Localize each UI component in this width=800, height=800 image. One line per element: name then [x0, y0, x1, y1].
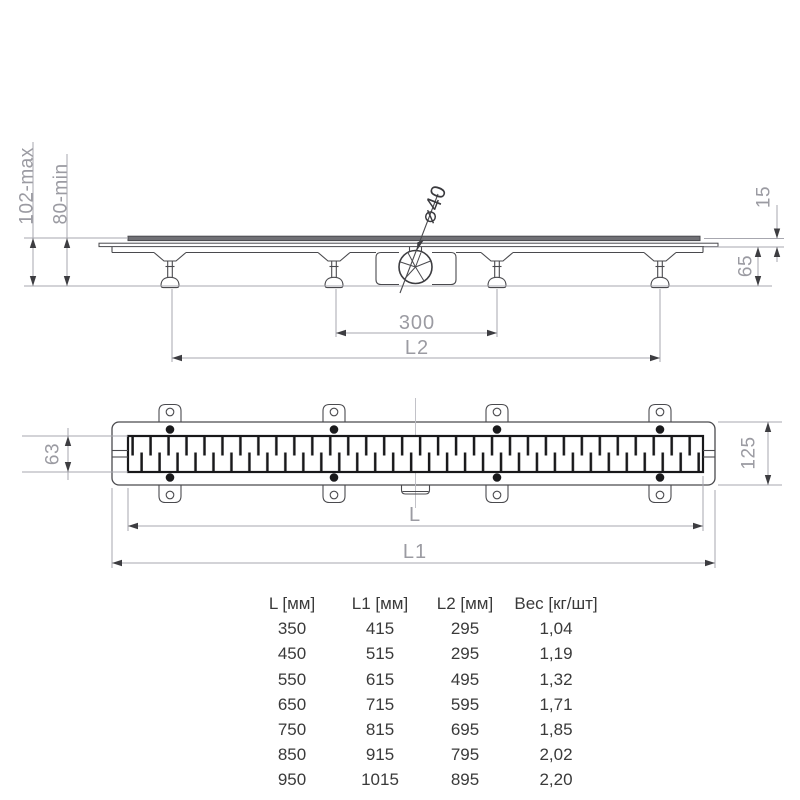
cell-l1: 415: [365, 619, 395, 639]
table-row: [230, 692, 630, 717]
table-header-row: [230, 591, 630, 616]
cell-wes: 2,20: [539, 770, 573, 790]
table-row: [230, 641, 630, 666]
cell-l2: 495: [450, 669, 480, 689]
cell-wes: 2,02: [539, 745, 573, 765]
dim-label-l: L: [408, 504, 422, 526]
leg-foot: [318, 253, 350, 288]
cell-l2: 295: [450, 644, 480, 664]
cell-wes: 1,71: [539, 694, 573, 714]
dim-label-grate-edge: 15: [753, 185, 775, 209]
column-header-l2: L2 [мм]: [436, 594, 494, 613]
cell-l2: 295: [450, 619, 480, 639]
cell-l: 950: [277, 770, 307, 790]
side-view-drawing: [99, 236, 718, 287]
dim-label-body-width: 125: [738, 436, 760, 470]
leg-foot: [154, 253, 186, 288]
cell-l1: 515: [365, 644, 395, 664]
cell-l2: 595: [450, 694, 480, 714]
cell-l: 750: [277, 719, 307, 739]
drain-grate: [128, 436, 703, 472]
dim-label-height-max: 102-max: [16, 147, 38, 225]
cell-l: 650: [277, 694, 307, 714]
cell-l2: 795: [450, 745, 480, 765]
table-row: [230, 616, 630, 641]
cell-l1: 1015: [361, 770, 399, 790]
cell-l: 450: [277, 644, 307, 664]
cell-wes: 1,32: [539, 669, 573, 689]
table-row: [230, 742, 630, 767]
cell-wes: 1,19: [539, 644, 573, 664]
dim-label-l2: L2: [404, 337, 430, 359]
cell-l1: 915: [365, 745, 395, 765]
column-header-l: L [мм]: [268, 594, 316, 613]
drain-outlet-circle: [399, 251, 432, 284]
dim-label-l1: L1: [402, 541, 428, 563]
cell-l1: 715: [365, 694, 395, 714]
cell-wes: 1,85: [539, 719, 573, 739]
cell-l: 850: [277, 745, 307, 765]
dim-label-outlet-span: 300: [398, 312, 436, 334]
dim-label-grate-width: 63: [42, 442, 64, 466]
cell-l2: 695: [450, 719, 480, 739]
dim-label-body-depth: 65: [735, 254, 757, 278]
size-table: [230, 591, 630, 793]
plan-view-drawing: [112, 398, 715, 508]
cell-l1: 815: [365, 719, 395, 739]
column-header-wes: Вес [кг/шт]: [514, 594, 598, 613]
leg-foot: [644, 253, 676, 288]
table-row: [230, 667, 630, 692]
dim-label-outlet-diameter: ⌀40: [416, 181, 452, 227]
cell-wes: 1,04: [539, 619, 573, 639]
leg-foot: [481, 253, 513, 288]
cell-l: 350: [277, 619, 307, 639]
cell-l1: 615: [365, 669, 395, 689]
cell-l2: 895: [450, 770, 480, 790]
table-row: [230, 767, 630, 792]
column-header-l1: L1 [мм]: [351, 594, 409, 613]
cell-l: 550: [277, 669, 307, 689]
dim-label-height-min: 80-min: [50, 163, 72, 225]
table-row: [230, 717, 630, 742]
